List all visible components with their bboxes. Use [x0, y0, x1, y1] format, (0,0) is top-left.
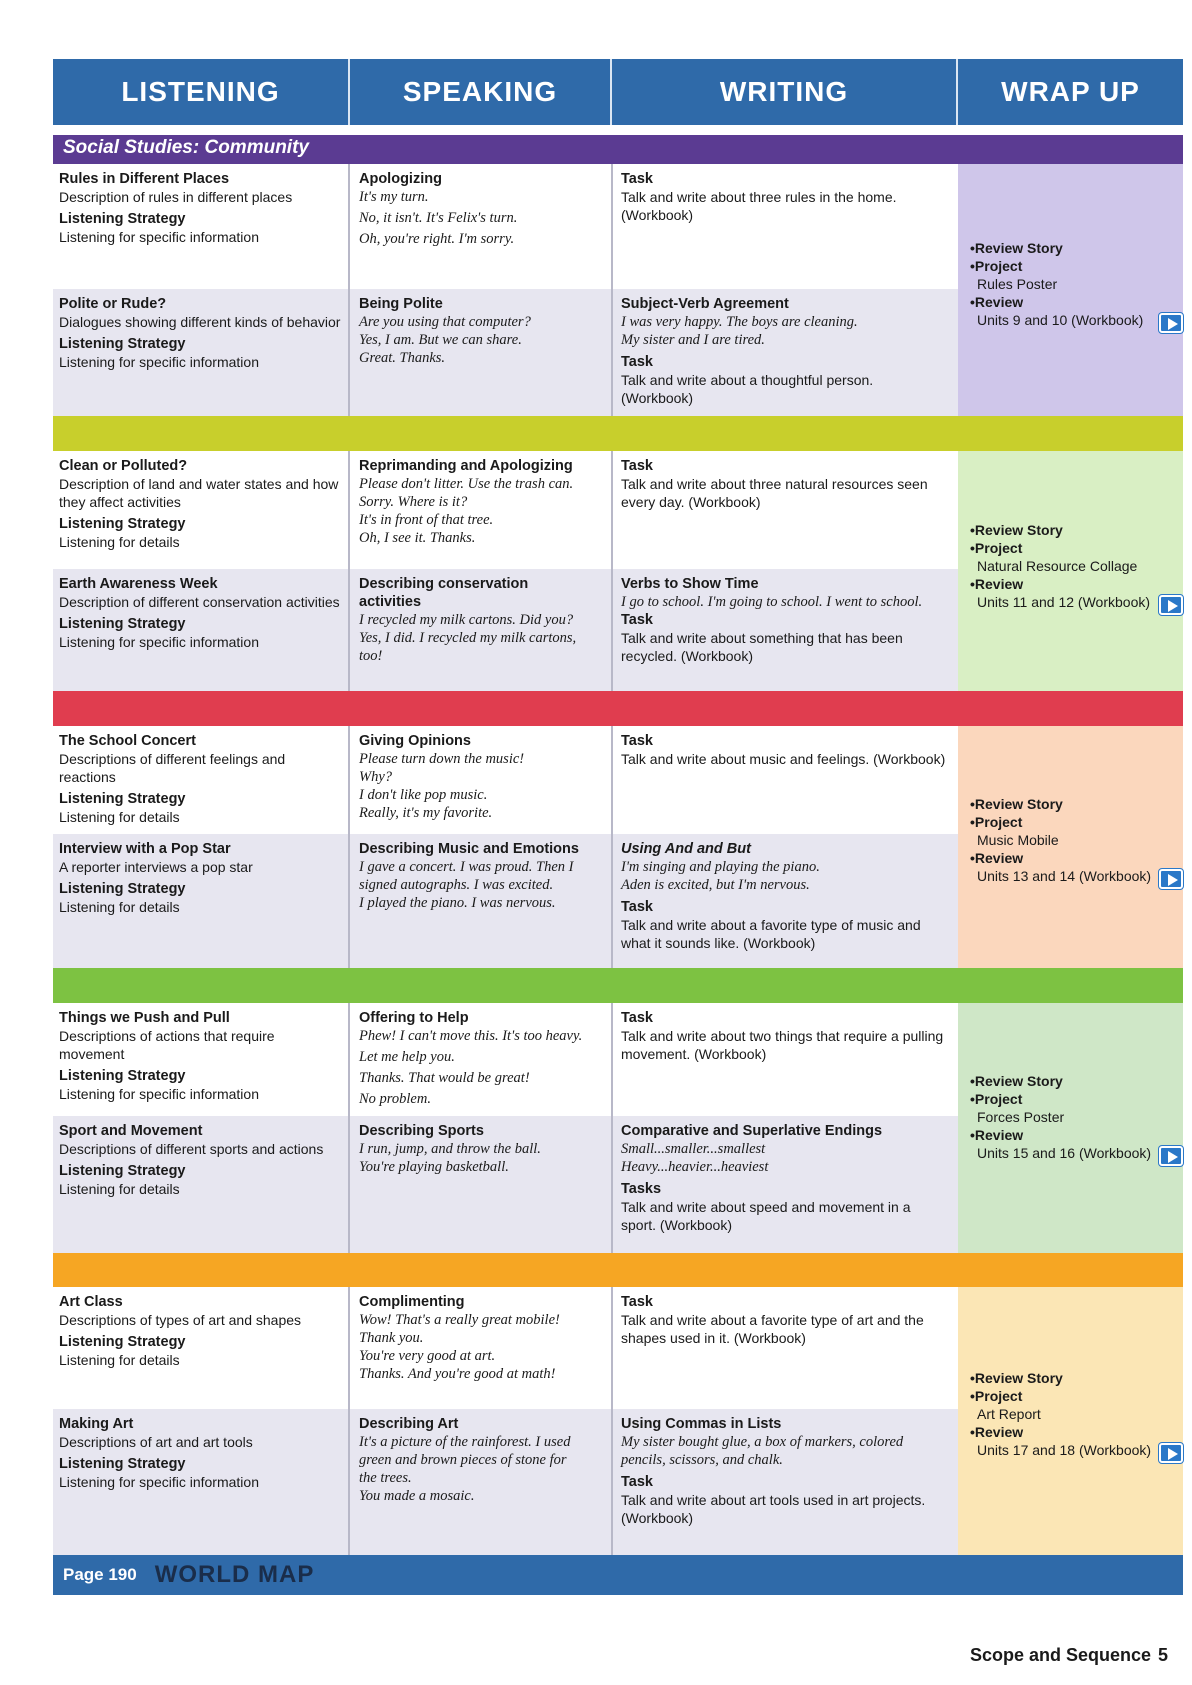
- strategy-label: Listening Strategy: [59, 1456, 186, 1472]
- writing-cell: [615, 1116, 953, 1234]
- review-units: Units 13 and 14 (Workbook): [977, 868, 1152, 884]
- writing-cell: [615, 164, 953, 224]
- strategy-label: Listening Strategy: [59, 1334, 186, 1350]
- dialogue-line: It's in front of that tree.: [359, 512, 494, 528]
- strategy-label: Listening Strategy: [59, 336, 186, 352]
- listening-cell: [53, 289, 348, 371]
- writing-cell: [615, 726, 953, 768]
- dialogue-line: Why?: [359, 769, 393, 785]
- review-label: • Review: [970, 1423, 1175, 1441]
- task-text: Talk and write about speed and movement in a sport. (Workbook): [621, 1199, 911, 1233]
- wrap-up-cell: [958, 1003, 1183, 1253]
- strategy-label: Listening Strategy: [59, 1163, 186, 1179]
- strategy-label: Listening Strategy: [59, 1068, 186, 1084]
- lesson-description: Descriptions of art and art tools: [59, 1434, 253, 1450]
- lesson-row: [53, 834, 958, 968]
- grammar-example: I go to school. I'm going to school. I went to school.: [621, 594, 923, 610]
- writing-cell: [615, 569, 953, 665]
- lesson-title: Interview with a Pop Star: [59, 841, 231, 857]
- dialogue-line: Are you using that computer?: [359, 314, 531, 330]
- lesson-row: [53, 289, 958, 416]
- speaking-cell: [353, 1116, 591, 1176]
- project-name: Rules Poster: [977, 276, 1058, 292]
- section-title: Scope and Sequence: [970, 1645, 1152, 1665]
- strategy-label: Listening Strategy: [59, 881, 186, 897]
- speaking-cell: [353, 451, 591, 547]
- dialogue-line: I gave a concert. I was proud. Then I signed autographs. I was excited.: [359, 859, 574, 893]
- column-divider: [348, 726, 350, 968]
- project-name: Forces Poster: [977, 1109, 1065, 1125]
- lesson-description: Description of rules in different places: [59, 189, 293, 205]
- strategy-text: Listening for details: [59, 1352, 180, 1368]
- writing-title: Subject-Verb Agreement: [621, 296, 789, 312]
- dialogue-line: Thanks. That would be great!: [359, 1070, 530, 1086]
- writing-line: (Workbook): [621, 207, 694, 223]
- task-label: Task: [621, 1474, 653, 1490]
- dialogue-line: It's my turn.: [359, 189, 429, 205]
- strategy-label: Listening Strategy: [59, 791, 186, 807]
- unit-section-2: [53, 451, 1183, 756]
- column-divider: [348, 451, 350, 691]
- page-number: 5: [1158, 1645, 1169, 1665]
- review-label: • Review: [970, 1126, 1175, 1144]
- project-label: • Project: [970, 539, 1175, 557]
- speaking-title: Being Polite: [359, 296, 443, 312]
- project-name: Art Report: [977, 1406, 1041, 1422]
- speaking-cell: [353, 834, 591, 912]
- wrap-up-cell: [958, 726, 1183, 968]
- lesson-row: [53, 1116, 958, 1253]
- lesson-description: Descriptions of types of art and shapes: [59, 1312, 302, 1328]
- writing-cell: [615, 1409, 953, 1527]
- dialogue-line: I played the piano. I was nervous.: [359, 895, 556, 911]
- column-divider: [611, 451, 613, 691]
- wrap-up-cell: [958, 164, 1183, 416]
- review-story-item[interactable]: • Review Story: [970, 1369, 1175, 1387]
- task-label: Task: [621, 354, 653, 370]
- lesson-title: Rules in Different Places: [59, 171, 230, 187]
- review-units: Units 11 and 12 (Workbook): [977, 594, 1151, 610]
- strategy-text: Listening for details: [59, 809, 180, 825]
- project-label: • Project: [970, 813, 1175, 831]
- lesson-row: [53, 1409, 958, 1555]
- column-divider: [611, 726, 613, 968]
- lesson-row: [53, 451, 958, 569]
- review-story-item[interactable]: • Review Story: [970, 1072, 1175, 1090]
- dialogue-line: You're playing basketball.: [359, 1159, 509, 1175]
- column-divider: [611, 1287, 613, 1555]
- unit-section-5: [53, 1287, 1183, 1555]
- wrap-up-list: [970, 239, 1175, 329]
- dialogue-line: No problem.: [359, 1091, 431, 1107]
- play-icon[interactable]: [1159, 1146, 1183, 1166]
- listening-cell: [53, 1287, 348, 1369]
- dialogue-line: You made a mosaic.: [359, 1488, 475, 1504]
- review-units: Units 15 and 16 (Workbook): [977, 1145, 1152, 1161]
- dialogue-line: Wow! That's a really great mobile!: [359, 1312, 560, 1328]
- lesson-title: Polite or Rude?: [59, 296, 167, 312]
- unit-section-4: [53, 1003, 1183, 1298]
- column-header-bar: [53, 59, 1183, 125]
- lesson-description: Dialogues showing different kinds of behavior: [59, 314, 341, 330]
- lesson-description: Description of different conservation activities: [59, 594, 340, 610]
- play-icon[interactable]: [1159, 313, 1183, 333]
- header-listening: LISTENING: [53, 59, 350, 125]
- dialogue-line: Great. Thanks.: [359, 350, 446, 366]
- dialogue-line: Oh, you're right. I'm sorry.: [359, 231, 515, 247]
- dialogue-line: I recycled my milk cartons. Did you?: [359, 612, 574, 628]
- unit-section-1: [53, 164, 1183, 476]
- writing-title: Task: [621, 1294, 653, 1310]
- listening-cell: [53, 1116, 348, 1198]
- play-icon[interactable]: [1159, 869, 1183, 889]
- review-units: Units 17 and 18 (Workbook): [977, 1442, 1152, 1458]
- writing-title: Verbs to Show Time: [621, 576, 759, 592]
- writing-cell: [615, 834, 953, 952]
- dialogue-line: Really, it's my favorite.: [359, 805, 493, 821]
- column-divider: [348, 1287, 350, 1555]
- dialogue-line: Yes, I did. I recycled my milk cartons, too!: [359, 630, 577, 664]
- scope-sequence-table: [53, 59, 1183, 1595]
- strategy-text: Listening for specific information: [59, 1474, 259, 1490]
- dialogue-line: No, it isn't. It's Felix's turn.: [359, 210, 518, 226]
- dialogue-line: Thanks. And you're good at math!: [359, 1366, 556, 1382]
- dialogue-line: Sorry. Where is it?: [359, 494, 468, 510]
- play-icon[interactable]: [1159, 595, 1183, 615]
- task-text: Talk and write about a favorite type of music and what it sounds like. (Workbook): [621, 917, 921, 951]
- world-map-label: WORLD MAP: [154, 1561, 315, 1588]
- review-label: • Review: [970, 849, 1175, 867]
- subject-band: Social Studies: Community: [53, 135, 1183, 164]
- dialogue-line: Oh, I see it. Thanks.: [359, 530, 476, 546]
- unit-divider-band: [53, 691, 1183, 726]
- lesson-title: Art Class: [59, 1294, 123, 1310]
- lesson-description: Descriptions of different sports and actions: [59, 1141, 324, 1157]
- speaking-title: Giving Opinions: [359, 733, 471, 749]
- lesson-description: Descriptions of actions that require movement: [59, 1028, 275, 1062]
- grammar-example: Heavy...heavier...heaviest: [621, 1159, 769, 1175]
- play-icon[interactable]: [1159, 1443, 1183, 1463]
- wrap-up-cell: [958, 451, 1183, 691]
- speaking-cell: [353, 569, 591, 665]
- speaking-title: Describing conservation activities: [359, 576, 529, 610]
- page-reference[interactable]: Page 190: [63, 1565, 137, 1584]
- lesson-description: Descriptions of different feelings and reactions: [59, 751, 286, 785]
- lesson-description: A reporter interviews a pop star: [59, 859, 253, 875]
- dialogue-line: Yes, I am. But we can share.: [359, 332, 522, 348]
- writing-line: Talk and write about three rules in the home.: [621, 189, 897, 205]
- writing-title: Task: [621, 458, 653, 474]
- wrap-up-cell: [958, 1287, 1183, 1555]
- writing-title: Using And and But: [621, 841, 751, 857]
- project-label: • Project: [970, 1387, 1175, 1405]
- task-text: Talk and write about something that has been recycled. (Workbook): [621, 630, 903, 664]
- grammar-example: Aden is excited, but I'm nervous.: [621, 877, 810, 893]
- writing-line: Talk and write about two things that require a pulling movement. (Workbook): [621, 1028, 944, 1062]
- strategy-text: Listening for details: [59, 899, 180, 915]
- lesson-row: [53, 164, 958, 289]
- writing-title: Task: [621, 733, 653, 749]
- listening-cell: [53, 726, 348, 826]
- dialogue-line: Please don't litter. Use the trash can.: [359, 476, 574, 492]
- lesson-title: Earth Awareness Week: [59, 576, 218, 592]
- dialogue-line: Thank you.: [359, 1330, 424, 1346]
- speaking-cell: [353, 726, 591, 822]
- project-name: Music Mobile: [977, 832, 1059, 848]
- review-story-item[interactable]: • Review Story: [970, 795, 1175, 813]
- writing-title: Using Commas in Lists: [621, 1416, 782, 1432]
- writing-title: Comparative and Superlative Endings: [621, 1123, 883, 1139]
- listening-cell: [53, 1003, 348, 1103]
- wrap-up-list: [970, 521, 1175, 611]
- unit-divider-band: [53, 1253, 1183, 1287]
- listening-cell: [53, 451, 348, 551]
- grammar-example: Small...smaller...smallest: [621, 1141, 766, 1157]
- grammar-example: My sister and I are tired.: [621, 332, 765, 348]
- strategy-text: Listening for details: [59, 1181, 180, 1197]
- header-wrap-up: WRAP UP: [1001, 76, 1140, 107]
- strategy-text: Listening for specific information: [59, 229, 259, 245]
- speaking-title: Describing Sports: [359, 1123, 484, 1139]
- speaking-cell: [353, 1409, 591, 1505]
- dialogue-line: I don't like pop music.: [359, 787, 488, 803]
- review-label: • Review: [970, 293, 1175, 311]
- column-divider: [348, 164, 350, 416]
- unit-divider-band: [53, 968, 1183, 1003]
- dialogue-line: It's a picture of the rainforest. I used green and brown pieces of stone for the trees.: [359, 1434, 571, 1486]
- wrap-up-list: [970, 1369, 1175, 1459]
- project-label: • Project: [970, 257, 1175, 275]
- writing-line: Talk and write about music and feelings. (Workbook): [621, 751, 946, 767]
- writing-title: Task: [621, 171, 653, 187]
- project-label: • Project: [970, 1090, 1175, 1108]
- lesson-row: [53, 1003, 958, 1116]
- lesson-title: The School Concert: [59, 733, 196, 749]
- speaking-title: Describing Art: [359, 1416, 459, 1432]
- task-text: Talk and write about art tools used in art projects. (Workbook): [621, 1492, 926, 1526]
- writing-title: Task: [621, 1010, 653, 1026]
- unit-section-3: [53, 726, 1183, 1031]
- listening-cell: [53, 1409, 348, 1491]
- review-units: Units 9 and 10 (Workbook): [977, 312, 1144, 328]
- speaking-cell: [353, 289, 591, 367]
- wrap-up-list: [970, 1072, 1175, 1162]
- speaking-title: Offering to Help: [359, 1010, 469, 1026]
- writing-line: Talk and write about three natural resources seen every day. (Workbook): [621, 476, 928, 510]
- writing-line: Talk and write about a favorite type of art and the shapes used in it. (Workbook): [621, 1312, 924, 1346]
- lesson-title: Sport and Movement: [59, 1123, 203, 1139]
- speaking-cell: [353, 164, 591, 248]
- writing-cell: [615, 451, 953, 511]
- column-divider: [611, 1003, 613, 1253]
- lesson-title: Making Art: [59, 1416, 134, 1432]
- lesson-title: Things we Push and Pull: [59, 1010, 230, 1026]
- strategy-text: Listening for specific information: [59, 1086, 259, 1102]
- speaking-title: Apologizing: [359, 171, 442, 187]
- wrap-up-list: [970, 795, 1175, 885]
- column-divider: [348, 1003, 350, 1253]
- lesson-row: [53, 726, 958, 834]
- grammar-example: My sister bought glue, a box of markers, colored pencils, scissors, and chalk.: [621, 1434, 904, 1468]
- listening-cell: [53, 834, 348, 916]
- task-label: Task: [621, 899, 653, 915]
- strategy-label: Listening Strategy: [59, 616, 186, 632]
- strategy-text: Listening for specific information: [59, 354, 259, 370]
- dialogue-line: Please turn down the music!: [359, 751, 525, 767]
- header-writing: WRITING: [612, 59, 958, 125]
- dialogue-line: You're very good at art.: [359, 1348, 496, 1364]
- footer-bar: [53, 1555, 1183, 1595]
- lesson-description: Description of land and water states and how they affect activities: [59, 476, 339, 510]
- dialogue-line: I run, jump, and throw the ball.: [359, 1141, 541, 1157]
- speaking-title: Describing Music and Emotions: [359, 841, 579, 857]
- lesson-row: [53, 1287, 958, 1409]
- task-label: Task: [621, 612, 653, 628]
- review-label: • Review: [970, 575, 1175, 593]
- strategy-label: Listening Strategy: [59, 211, 186, 227]
- writing-cell: [615, 289, 953, 407]
- grammar-example: I was very happy. The boys are cleaning.: [621, 314, 858, 330]
- task-label: Tasks: [621, 1181, 662, 1197]
- strategy-label: Listening Strategy: [59, 516, 186, 532]
- task-text: Talk and write about a thoughtful person. (Workbook): [621, 372, 874, 406]
- review-story-item[interactable]: • Review Story: [970, 521, 1175, 539]
- grammar-example: I'm singing and playing the piano.: [621, 859, 820, 875]
- listening-cell: [53, 164, 348, 246]
- speaking-title: Reprimanding and Apologizing: [359, 458, 573, 474]
- page-footer: [970, 1645, 1169, 1666]
- strategy-text: Listening for specific information: [59, 634, 259, 650]
- column-divider: [611, 164, 613, 416]
- dialogue-line: Let me help you.: [359, 1049, 455, 1065]
- writing-cell: [615, 1003, 953, 1063]
- lesson-title: Clean or Polluted?: [59, 458, 188, 474]
- speaking-cell: [353, 1003, 591, 1108]
- header-speaking: SPEAKING: [350, 59, 612, 125]
- review-story-item[interactable]: • Review Story: [970, 239, 1175, 257]
- writing-cell: [615, 1287, 953, 1347]
- unit-divider-band: [53, 416, 1183, 451]
- speaking-title: Complimenting: [359, 1294, 465, 1310]
- listening-cell: [53, 569, 348, 651]
- strategy-text: Listening for details: [59, 534, 180, 550]
- project-name: Natural Resource Collage: [977, 558, 1138, 574]
- lesson-row: [53, 569, 958, 691]
- speaking-cell: [353, 1287, 591, 1383]
- dialogue-line: Phew! I can't move this. It's too heavy.: [359, 1028, 583, 1044]
